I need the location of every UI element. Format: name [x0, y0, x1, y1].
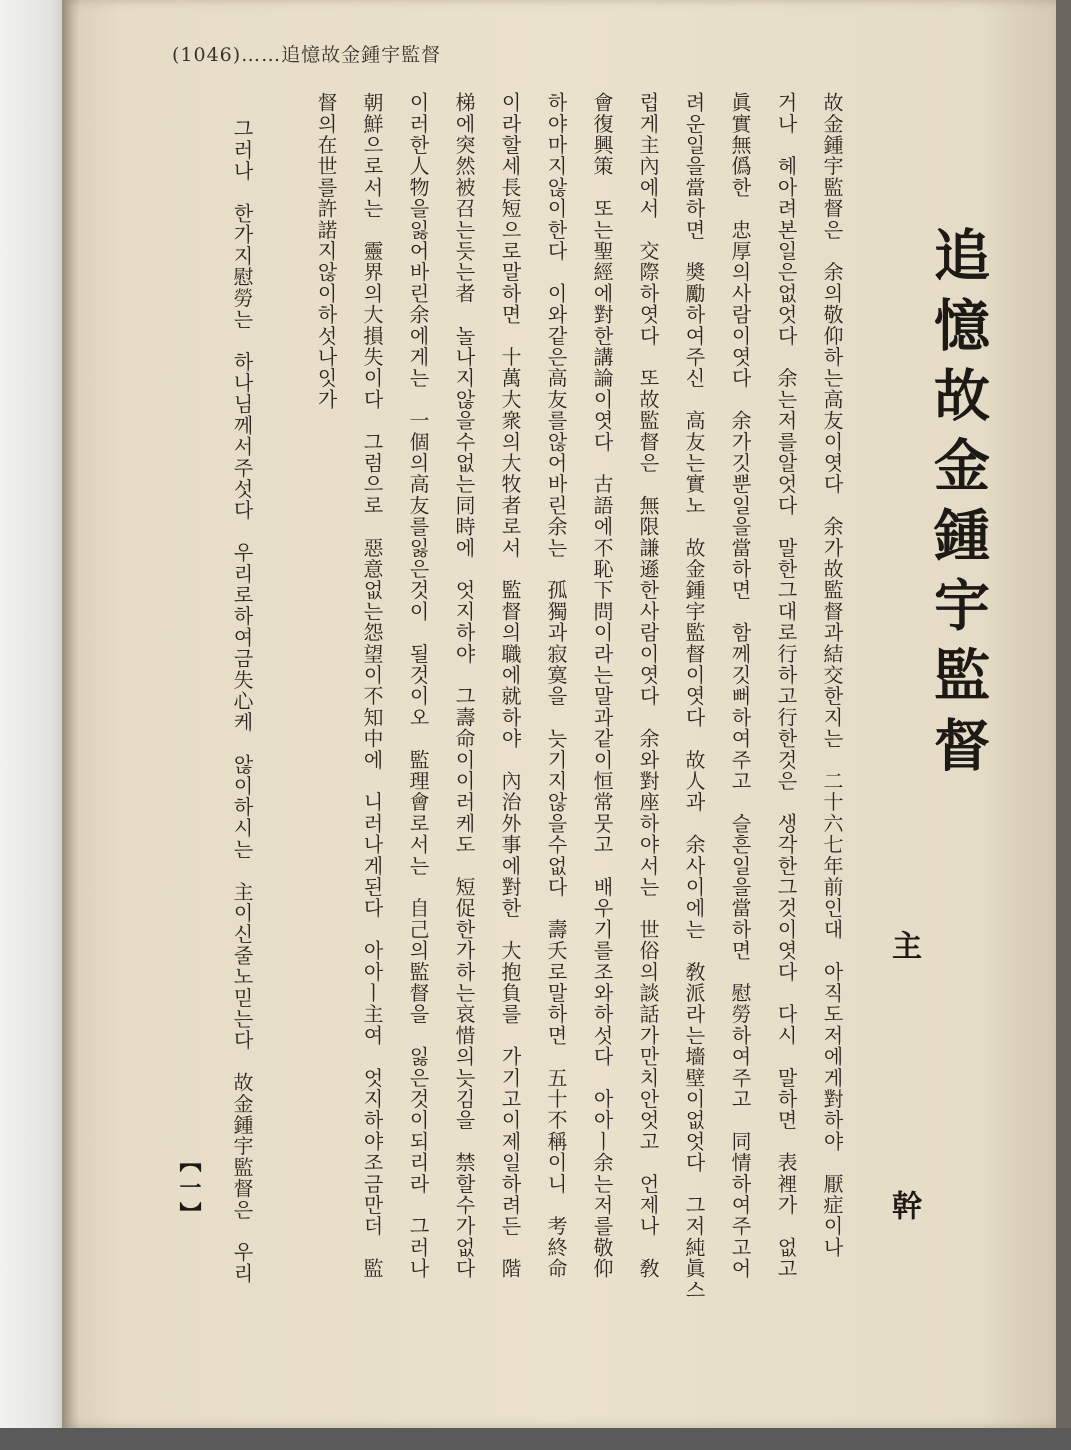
text-line: 이러한人物을잃어바린余에게는 一個의高友를잃은것이 될것이오 監理會로서는 自己의監督을 잃은것이되리라 그러나: [406, 92, 430, 1280]
text-line: 그러나 한가지慰勞는 하나님께서주섯다 우리로하여금失心케 않이하시는 主이신줄노믿는다 故金鍾宇監督은 우리: [230, 118, 254, 1284]
text-line: 려운일을當하면 奬勵하여주신 高友는實노 故金鍾宇監督이엿다 故人과 余사이에는 敎派라는墻壁이없엇다 그저純眞스: [682, 92, 706, 1301]
text-line: 朝鮮으로서는 靈界의大損失이다 그럼으로 惡意없는怨望이不知中에 니러나게된다 아아ㅣ主여 엇지하야조금만더 監: [360, 92, 384, 1280]
text-line: 會復興策 또는聖經에對한講論이엿다 古語에不恥下問이라는말과같이恒常뭇고 배우기를조와하섯다 아아ㅣ余는저를敬仰: [590, 92, 614, 1280]
running-head: (1046)……追憶故金鍾宇監督: [172, 44, 442, 66]
text-line: 거나 헤아려본일은없엇다 余는저를알엇다 말한그대로行하고行한것은 생각한그것이엿다 다시 말하면 表裡가 없고: [774, 92, 798, 1280]
article-author: 主幹: [886, 930, 921, 1450]
text-line: 梯에突然被召는듯는者 놀나지않을수없는同時에 엇지하야 그壽命이이러케도 短促한가하는哀惜의늣김을 禁할수가없다: [452, 92, 476, 1280]
text-line: 督의在世를許諾지않이하섯나잇가: [314, 92, 338, 410]
text-line: 럽게主內에서 交際하엿다 또故監督은 無限謙遜한사람이엿다 余와對座하야서는 世俗의談話가만치안엇고 언제나 敎: [636, 92, 660, 1280]
text-line: 眞實無僞한 忠厚의사람이엿다 余가깃뿐일을當하면 함께깃뻐하여주고 슬흔일을當하면 慰勞하여주고 同情하여주고어: [728, 92, 752, 1280]
text-line: 하야마지않이한다 이와같은高友를않어바린余는 孤獨과寂寞을 늣기지않을수없다 壽夭로말하면 五十不稱이니 考終命: [544, 92, 568, 1280]
text-line: 故金鍾宇監督은 余의敬仰하는高友이엿다 余가故監督과結交한지는 二十六七年前인대 아직도저에게對하야 厭症이나: [820, 92, 844, 1258]
article-title: 追憶故金鍾宇監督: [925, 226, 991, 786]
background-right: [1056, 0, 1071, 1428]
page-fold-shadow: [62, 0, 80, 1428]
text-line: 이라할세長短으로말하면 十萬大衆의大牧者로서 監督의職에就하야 內治外事에對한 大抱負를 가기고이제일하려든 階: [498, 92, 522, 1280]
background-left: [0, 0, 70, 1428]
page-number-marker: 【一】: [176, 1150, 202, 1228]
